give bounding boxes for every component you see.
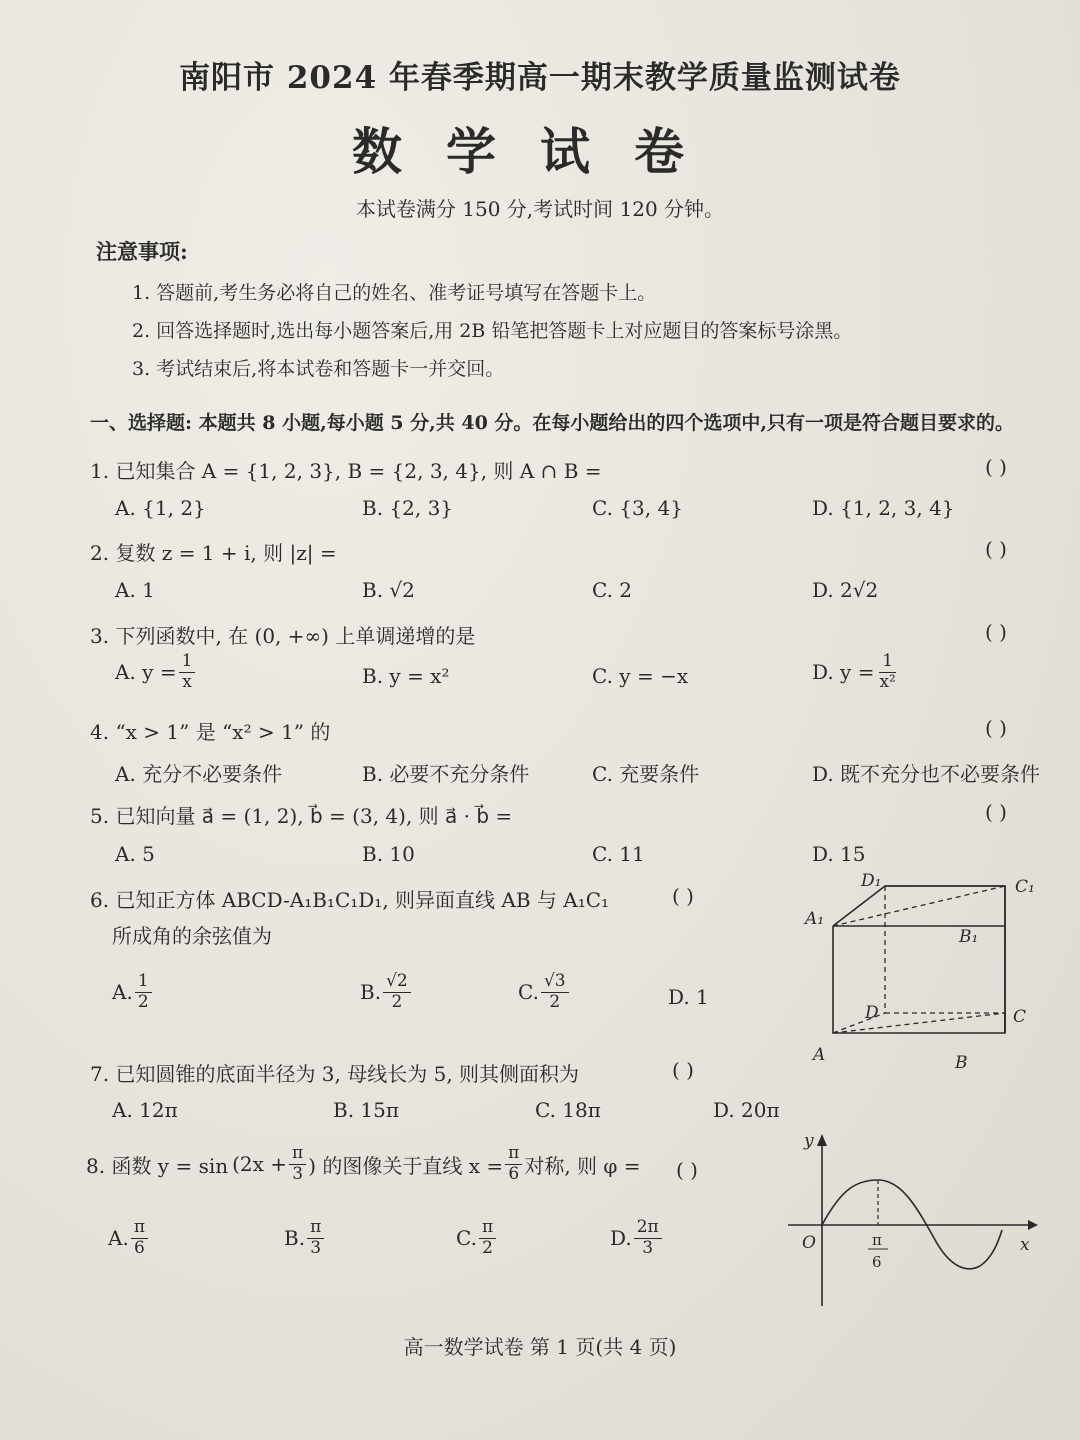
q7-option-d: D. 20π [713,1098,780,1122]
q8-option-c-label: C. [456,1226,477,1251]
question-6-stem: 6. 已知正方体 ABCD-A₁B₁C₁D₁, 则异面直线 AB 与 A₁C₁ [90,888,610,912]
q1-option-c: C. {3, 4} [592,496,683,520]
q8-option-c [456,1218,498,1258]
q8-option-b [284,1218,326,1258]
notes-heading: 注意事项: [96,239,188,264]
q4-option-a: A. 充分不必要条件 [115,762,283,786]
q6-option-c-label: C. [518,980,539,1005]
vertex-label-c1: C₁ [1015,877,1035,897]
answer-parens: ( ) [672,884,694,908]
q6-option-b [360,972,413,1012]
q1-option-b: B. {2, 3} [362,496,454,520]
fraction: $\frac{1}{2}$ [135,972,152,1012]
sine-graph [782,1128,1044,1310]
q3-option-d [812,652,901,692]
exam-info: 本试卷满分 150 分,考试时间 120 分钟。 [355,197,725,221]
note-item: 3. 考试结束后,将本试卷和答题卡一并交回。 [132,358,505,380]
note-item: 2. 回答选择题时,选出每小题答案后,用 2B 铅笔把答题卡上对应题目的答案标号涂黑。 [132,320,853,342]
vertex-label-a1: A₁ [805,909,825,929]
question-3-stem: 3. 下列函数中, 在 (0, +∞) 上单调递增的是 [90,624,476,648]
q6-option-a [112,972,154,1012]
q3-option-b: B. y = x² [362,664,450,688]
q3-option-a [115,652,197,692]
fraction: $\frac{2\pi}{3}$ [634,1218,662,1258]
fraction: $\frac{√2}{2}$ [383,972,411,1012]
q8-option-d [610,1218,664,1258]
q5-option-a: A. 5 [115,842,155,866]
vertex-label-b1: B₁ [959,927,979,947]
vertex-label-b: B [955,1053,968,1073]
tick-denominator: 6 [872,1253,882,1271]
origin-label: O [802,1233,816,1253]
vertex-label-d1: D₁ [861,871,882,891]
q1-option-a: A. {1, 2} [115,496,206,520]
q5-option-b: B. 10 [362,842,415,866]
q8-stem-part: ) 的图像关于直线 x = [308,1153,504,1178]
question-4-stem: 4. “x > 1” 是 “x² > 1” 的 [90,720,331,744]
page-footer: 高一数学试卷 第 1 页(共 4 页) [403,1335,677,1359]
vertex-label-a: A [813,1045,826,1065]
answer-parens: ( ) [985,716,1007,740]
q3-option-c: C. y = −x [592,664,689,688]
q6-option-b-label: B. [360,980,382,1005]
q3-option-a-label: A. y = [115,660,177,685]
q7-option-a: A. 12π [112,1098,178,1122]
question-6-stem-cont: 所成角的余弦值为 [112,924,272,948]
q8-option-d-label: D. [610,1226,632,1251]
q2-option-d: D. 2√2 [812,578,879,602]
q8-option-a-label: A. [108,1226,129,1251]
q4-option-d: D. 既不充分也不必要条件 [812,762,1041,786]
exam-title: 南阳市 2024 年春季期高一期末教学质量监测试卷 [179,60,901,96]
question-8-stem [86,1144,641,1184]
q8-stem-part: 对称, 则 φ = [524,1153,641,1178]
q8-stem-part: 8. 函数 y = sin [86,1153,229,1178]
fraction: $\frac{\pi}{6}$ [131,1218,148,1258]
q2-option-b: B. √2 [362,578,415,602]
q4-option-c: C. 充要条件 [592,762,700,786]
q4-option-b: B. 必要不充分条件 [362,762,530,786]
fraction: $\frac{√3}{2}$ [541,972,569,1012]
fraction: $\frac{\pi}{3}$ [289,1144,306,1184]
y-axis-label: y [804,1131,814,1151]
question-5-stem: 5. 已知向量 a⃗ = (1, 2), b⃗ = (3, 4), 则 a⃗ · b⃗ = [90,804,513,828]
q8-option-b-label: B. [284,1226,306,1251]
q6-option-a-label: A. [112,980,133,1005]
fraction: $\frac{1}{\text{x²}}$ [879,651,896,692]
fraction: $\frac{\pi}{2}$ [479,1218,496,1258]
q6-option-c [518,972,571,1012]
section-heading: 一、选择题: 本题共 8 小题,每小题 5 分,共 40 分。在每小题给出的四个选项中,只有一项是符合题目要求的。 [90,412,1015,434]
fraction: $\frac{1}{x}$ [179,652,196,692]
q8-stem-part: (2x + [232,1152,288,1177]
note-item: 1. 答题前,考生务必将自己的姓名、准考证号填写在答题卡上。 [132,282,657,304]
vertex-label-c: C [1013,1007,1027,1027]
q3-option-d-label: D. y = [812,660,875,685]
q5-option-c: C. 11 [592,842,645,866]
answer-parens: ( ) [985,620,1007,644]
tick-numerator: π [872,1231,882,1249]
answer-parens: ( ) [985,537,1007,561]
vertex-label-d: D [865,1003,879,1023]
fraction: $\frac{\pi}{3}$ [307,1218,324,1258]
q8-option-a [108,1218,150,1258]
q6-option-d: D. 1 [668,985,709,1009]
q2-option-c: C. 2 [592,578,633,602]
subject-title: 数学试卷 [352,122,728,181]
cube-diagram [795,868,1055,1078]
question-7-stem: 7. 已知圆锥的底面半径为 3, 母线长为 5, 则其侧面积为 [90,1062,580,1086]
fraction: $\frac{\pi}{6}$ [505,1144,522,1184]
q7-option-b: B. 15π [333,1098,400,1122]
q5-option-d: D. 15 [812,842,866,866]
answer-parens: ( ) [985,800,1007,824]
answer-parens: ( ) [672,1058,694,1082]
q1-option-d: D. {1, 2, 3, 4} [812,496,955,520]
x-axis-label: x [1020,1235,1030,1255]
question-1-stem: 1. 已知集合 A = {1, 2, 3}, B = {2, 3, 4}, 则 A ∩ B = [90,459,602,483]
q2-option-a: A. 1 [115,578,155,602]
question-2-stem: 2. 复数 z = 1 + i, 则 |z| = [90,541,337,565]
answer-parens: ( ) [676,1158,698,1182]
q7-option-c: C. 18π [535,1098,601,1122]
answer-parens: ( ) [985,455,1007,479]
